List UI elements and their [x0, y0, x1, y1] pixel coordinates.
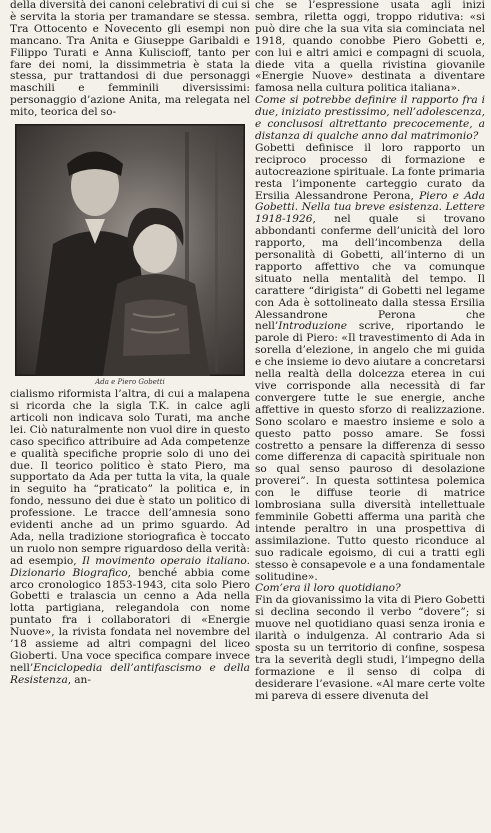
- carteggio-title: Piero e Ada Gobetti. Nella tua breve esistenza. Lettere 1918-1926: [255, 189, 485, 226]
- right-paragraph-1: che se l’espressione usata agli inizi sembra, riletta oggi, troppo ridutiva: «si può dire che la sua vita sia cominciata nel 1918, quando conobbe Piero Gobetti e, con lui e altri amici e compagni di scuola, diede vita a quella rivistina giovanile «Energie Nuove» destinata a diventare famosa nella cultura politica italiana».: [255, 0, 485, 95]
- interview-question-1: Come si potrebbe definire il rapporto fra i due, iniziato prestissimo, nell’adolescenza, e conclusosi altrettanto precocemente, a distanza di qualche anno dal matrimonio?: [255, 94, 485, 142]
- photo-caption: Ada e Piero Gobetti: [95, 378, 165, 387]
- right-paragraph-2-c: , nel quale si trovano abbondanti conferme dell’unicità del loro rapporto, ma dell’incombenza della personalità di Gobetti, all’interno di un rapporto affettivo che va comunque situato nella mentalità del tempo. Il carattere “dirigista” di Gobetti nel legame con Ada è sottolineato dalla stessa Ersilia Alessandrone Perona che nell’: [255, 213, 485, 333]
- left-paragraph-2-a: cialismo riformista l’altra, di cui a malapena si ricorda che la sigla T.K. in calce agli articoli non indicava solo Turati, ma anche lei. Ciò naturalmente non vuol dire in questo caso specifico attribuire ad Ada competenze e qualità specifiche proprie solo di uno dei due. Il teorico politico è stato Piero, ma supportato da Ada per tutta la vita, la quale in seguito ha “praticato” la politica e, in fondo, nessuno dei due è stato un politico di professione. Le tracce dell’amnesia sono evidenti anche ad un primo sguardo. Ad Ada, nella tradizione storiografica è toccato un ruolo non sempre riguardoso della verità: ad esempio,: [10, 388, 250, 567]
- dizionario-biografico-title: Il movimento operaio italiano. Dizionario Biografico: [10, 554, 250, 579]
- enciclopedia-title: Enciclopedia dell’antifascismo e della Resistenza: [10, 661, 250, 686]
- right-paragraph-3: Fin da giovanissimo la vita di Piero Gobetti si declina secondo il verbo “dovere”; si muove nel quotidiano quasi senza ironia e ilarità o indulgenza. Al contrario Ada si sposta su un territorio di confine, sospesa tra la severità degli studi, l’impegno della formazione e il senso di colpa di desiderare l’evasione. «Al mare certe volte mi pareva di essere divenuta del: [255, 594, 485, 702]
- left-column: [10, 0, 250, 687]
- photo-illustration: [15, 124, 245, 376]
- left-paragraph-2: [10, 389, 250, 687]
- introduzione-title: Introduzione: [278, 320, 348, 333]
- right-paragraph-2-a: Gobetti definisce il loro rapporto un reciproco processo di formazione e autocreazione spirituale. La fonte primaria resta l’imponente carteggio curato da Ersilia Alessandrone Perona,: [255, 141, 485, 202]
- right-column: [255, 0, 485, 702]
- right-paragraph-2-e: scrive, riportando le parole di Piero: «Il travestimento di Ada in sorella d’elezione, in angelo che mi guida e che insieme io devo aiutare a concretarsi nella realtà della dolcezza eterea in cui vive corrisponde alla necessità di far convergere tutte le sue energie, anche affettive in questo sforzo di realizzazione. Sono scolaro e maestro insieme e solo a questo patto posso amare. Se fossi costretto a pensare la differenza di sesso come differenza di capacità spirituale non so qual senso pauroso di desolazione proverei”. In questa sottintesa polemica con le diffuse teorie di matrice lombrosiana sulla diversità intellettuale femminile Gobetti afferma una parità che intende peraltro in una prospettiva di assimilazione. Tutto questo riconduce al suo radicale egoismo, di cui a tratti egli stesso è consapevole e a una fondamentale solitudine».: [255, 320, 485, 583]
- left-paragraph-2-e: , an-: [67, 673, 91, 686]
- photo-ada-piero-gobetti: [15, 124, 245, 376]
- interview-question-2: Com’era il loro quotidiano?: [255, 582, 401, 595]
- left-paragraph-1: della diversità dei canoni celebrativi di cui si è servita la storia per tramandare se stessa. Tra Ottocento e Novecento gli esempi non mancano. Tra Anita e Giuseppe Garibaldi e Filippo Turati e Anna Kuliscioff, tanto per fare dei nomi, la dissimmetria è stata la stessa, pur trattandosi di due personaggi maschili e femminili diversissimi: personaggio d’azione Anita, ma relegata nel mito, teorica del so-: [10, 0, 250, 119]
- left-paragraph-2-c: , benché abbia come arco cronologico 1853-1943, cita solo Piero Gobetti e tralascia un cenno a Ada nella lotta partigiana, relegandola con nome puntato fra i collaboratori di «Energie Nuove», la rivista fondata nel novembre del ’18 assieme ad altri compagni del liceo Gioberti. Una voce specifica compare invece nell’: [10, 566, 250, 674]
- right-paragraph-2: [255, 143, 485, 584]
